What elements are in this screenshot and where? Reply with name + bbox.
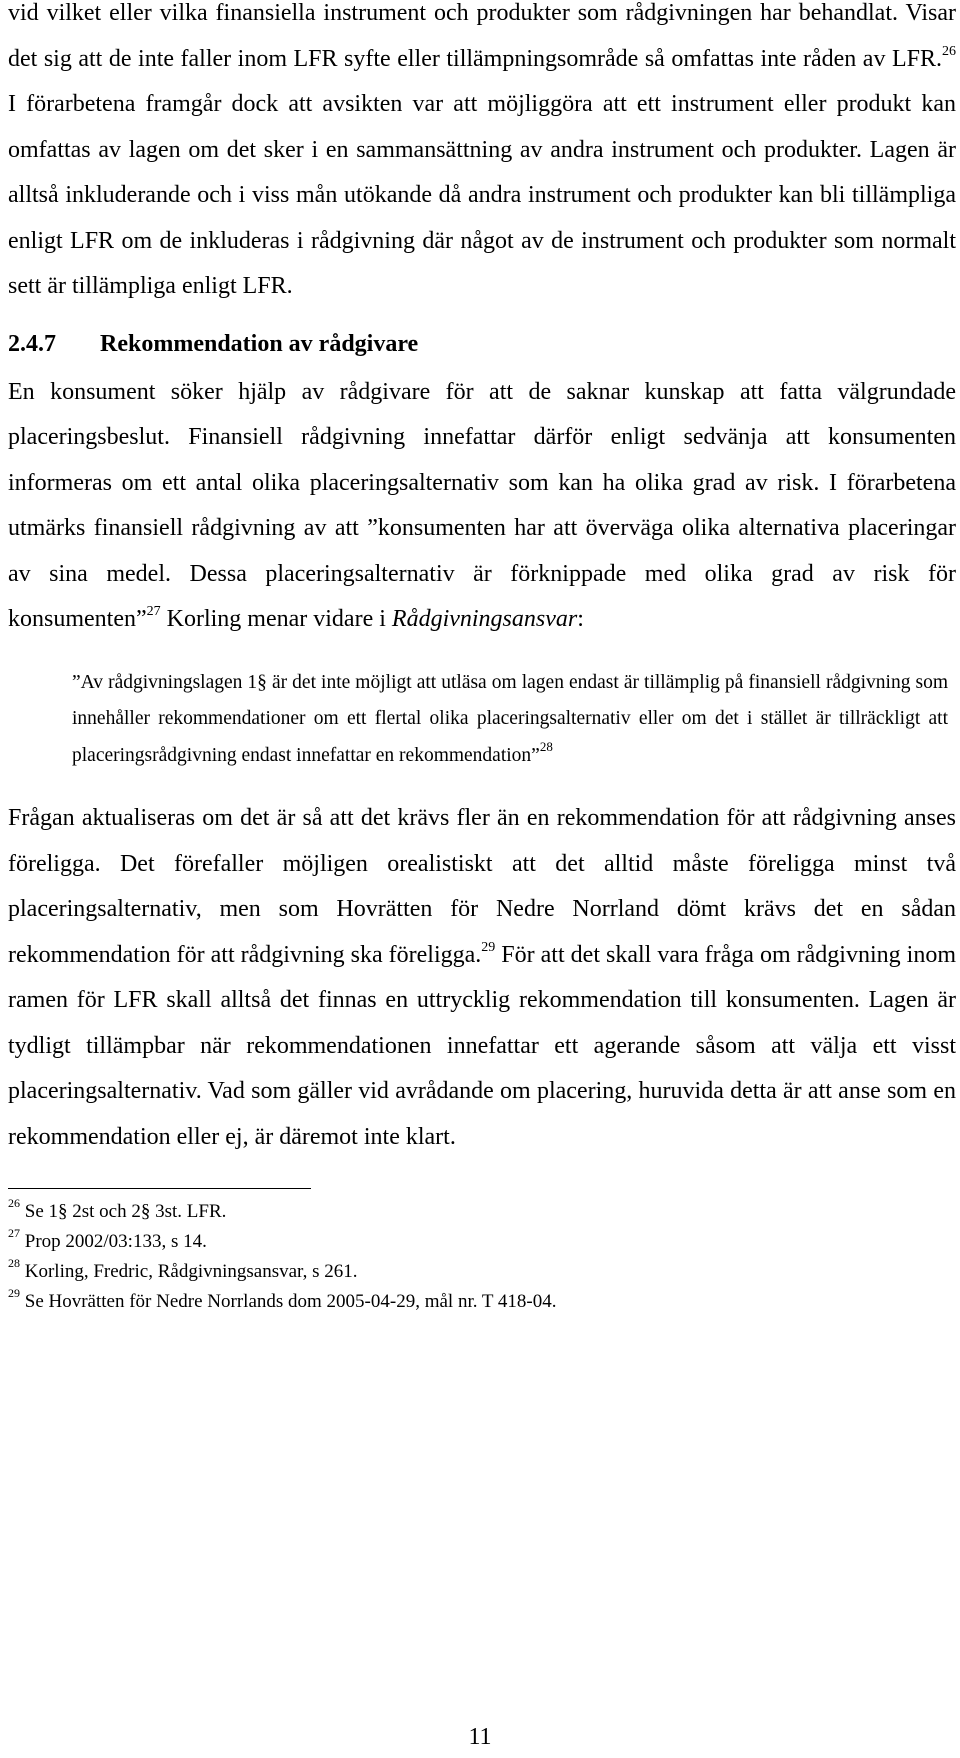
paragraph-text: Korling menar vidare i <box>160 606 392 632</box>
footnote-text: Prop 2002/03:133, s 14. <box>20 1231 207 1252</box>
paragraph-text: En konsument söker hjälp av rådgivare för att de saknar kunskap att fatta välgrundade placeringsbeslut. Finansiell rådgivning innefattar därför enligt sedvänja att konsumenten informeras om ett antal olika placeringsalternativ som kan ha olika grad av risk. I förarbetena utmärks finansiell rådgivning av att ”konsumenten har att överväga olika alternativa placeringar av sina medel. Dessa placeringsalternativ är förknippade med olika grad av risk för konsumenten” <box>8 378 956 632</box>
paragraph-text: Frågan aktualiseras om det är så att det krävs fler än en rekommendation för att rådgivning anses föreligga. Det förefaller möjligen orealistiskt att det alltid måste föreligga minst två placeringsalternativ, men som Hovrätten för Nedre Norrland dömt krävs det en sådan rekommendation för att rådgivning ska föreligga. <box>8 805 956 968</box>
page-number: 11 <box>468 1724 492 1750</box>
footnote-number: 29 <box>8 1285 20 1300</box>
footnote-separator <box>8 1188 311 1189</box>
footnote-number: 26 <box>8 1195 20 1210</box>
footnote-ref-26: 26 <box>942 43 956 59</box>
footnote-text: Korling, Fredric, Rådgivningsansvar, s 261. <box>20 1261 358 1282</box>
paragraph-text: : <box>577 606 584 632</box>
footnote <box>8 1227 956 1257</box>
paragraph-recommendation <box>8 370 956 643</box>
footnote <box>8 1257 956 1287</box>
paragraph-analysis <box>8 796 956 1160</box>
paragraph-text: För att det skall vara fråga om rådgivning inom ramen för LFR skall alltså det finnas en uttrycklig rekommendation till konsumenten. Lagen är tydligt tillämpbar när rekommendationen innefattar ett agerande såsom att välja ett visst placeringsalternativ. Vad som gäller vid avrådande om placering, huruvida detta är att anse som en rekommendation eller ej, är däremot inte klart. <box>8 941 956 1150</box>
footnote <box>8 1287 956 1317</box>
italic-title: Rådgivningsansvar <box>391 606 578 632</box>
paragraph-text: I förarbetena framgår dock att avsikten var att möjliggöra att ett instrument eller produkt kan omfattas av lagen om det sker i en sammansättning av andra instrument och produkter. Lagen är alltså inkluderande och i viss mån utökande då andra instrument och produkter kan bli tillämpliga enligt LFR om de inkluderas i rådgivning där något av de instrument och produkter som normalt sett är tillämpliga enligt LFR. <box>8 91 956 299</box>
section-title: Rekommendation av rådgivare <box>100 330 419 357</box>
footnote-number: 28 <box>8 1255 20 1270</box>
section-heading <box>8 324 956 364</box>
block-quote <box>72 665 948 775</box>
quote-text: ”Av rådgivningslagen 1§ är det inte möjligt att utläsa om lagen endast är tillämplig på finansiell rådgivning som innehåller rekommendationer om ett flertal olika placeringsalternativ eller om det i stället är tillräckligt att placeringsrådgivning endast innefattar en rekommendation” <box>72 671 948 766</box>
paragraph-text: vid vilket eller vilka finansiella instrument och produkter som rådgivningen har behandlat. Visar det sig att de inte faller inom LFR syfte eller tillämpningsområde så omfattas inte råden av LFR. <box>8 0 956 72</box>
footnote-text: Se Hovrätten för Nedre Norrlands dom 2005-04-29, mål nr. T 418-04. <box>20 1291 557 1312</box>
footnote-ref-28: 28 <box>539 739 553 754</box>
footnote-ref-29: 29 <box>481 939 496 955</box>
section-number: 2.4.7 <box>8 330 56 357</box>
footnote-text: Se 1§ 2st och 2§ 3st. LFR. <box>20 1201 227 1222</box>
footnote <box>8 1197 956 1227</box>
document-page <box>8 0 956 1317</box>
footnote-ref-27: 27 <box>146 604 161 619</box>
footnote-number: 27 <box>8 1225 20 1240</box>
paragraph-lfr-scope <box>8 0 956 310</box>
